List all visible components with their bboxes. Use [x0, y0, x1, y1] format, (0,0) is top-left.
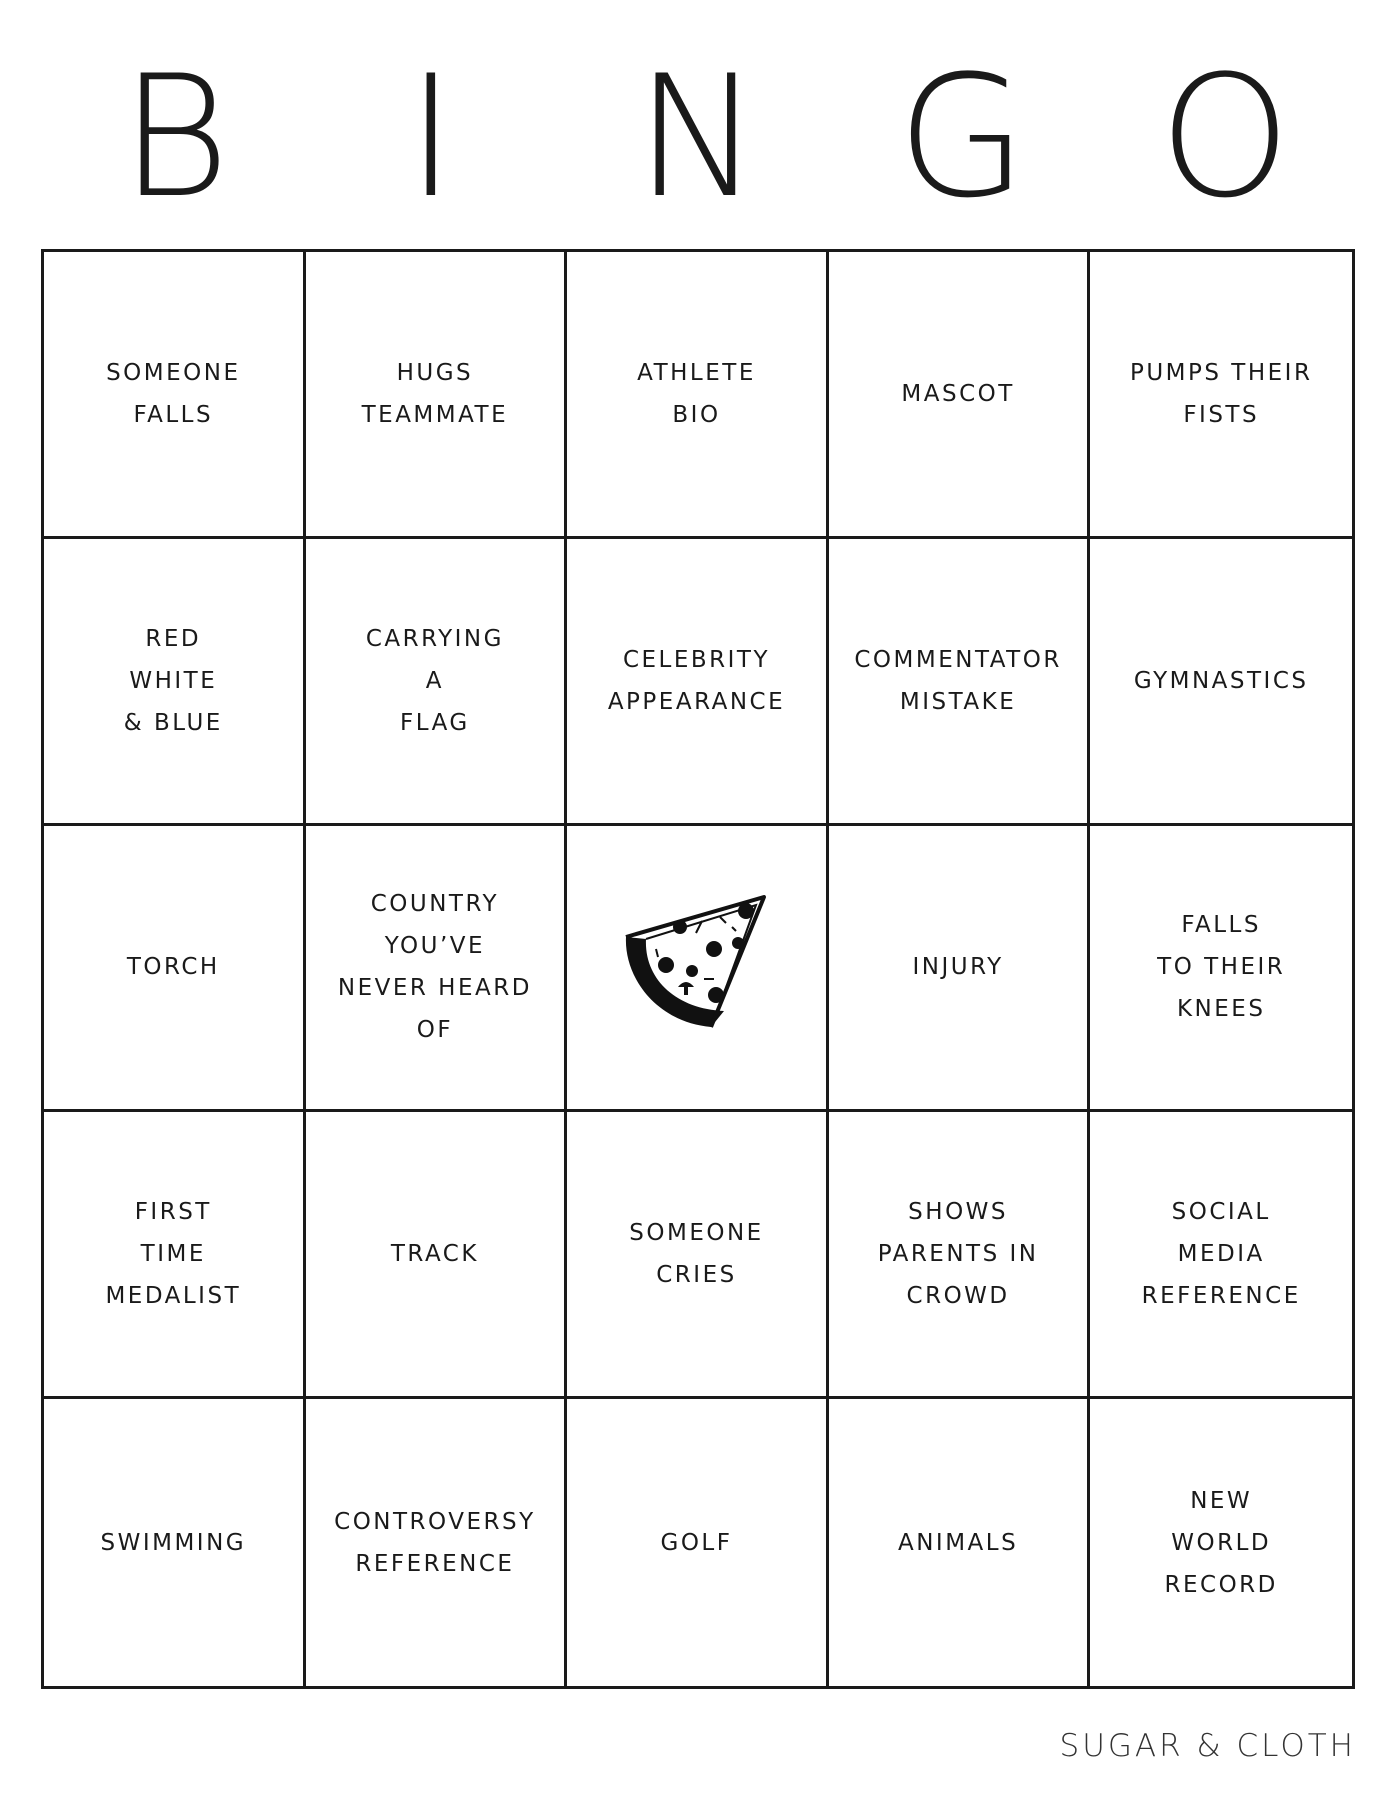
cell-label: SWIMMING [100, 1529, 247, 1556]
bingo-cell [44, 252, 306, 539]
bingo-cell [44, 826, 306, 1113]
cell-label: CARRYING A FLAG [365, 625, 504, 736]
cell-label: TORCH [126, 954, 220, 981]
bingo-cell [829, 1399, 1091, 1686]
bingo-cell [306, 539, 568, 826]
bingo-cell [306, 1399, 568, 1686]
cell-label: COMMENTATOR MISTAKE [854, 646, 1062, 715]
bingo-cell [1090, 1112, 1352, 1399]
bingo-cell [829, 252, 1091, 539]
bingo-cell [306, 1112, 568, 1399]
bingo-cell [44, 1112, 306, 1399]
cell-label: INJURY [912, 954, 1004, 981]
free-space-cell [567, 826, 829, 1113]
cell-label: NEW WORLD RECORD [1164, 1487, 1278, 1598]
cell-label: FIRST TIME MEDALIST [105, 1199, 242, 1310]
cell-label: RED WHITE & BLUE [123, 625, 223, 736]
bingo-cell [1090, 826, 1352, 1113]
cell-label: SOMEONE FALLS [106, 359, 241, 428]
bingo-cell [44, 1399, 306, 1686]
bingo-cell [306, 252, 568, 539]
cell-label: TRACK [390, 1241, 479, 1268]
bingo-cell [829, 1112, 1091, 1399]
cell-label: FALLS TO THEIR KNEES [1157, 912, 1286, 1023]
cell-label: HUGS TEAMMATE [361, 359, 509, 428]
cell-label: GOLF [660, 1529, 733, 1556]
cell-label: GYMNASTICS [1133, 667, 1309, 694]
cell-label: ANIMALS [897, 1529, 1019, 1556]
pizza-slice-icon [616, 887, 776, 1047]
cell-label: PUMPS THEIR FISTS [1129, 359, 1313, 428]
bingo-cell [829, 826, 1091, 1113]
cell-label: CELEBRITY APPEARANCE [607, 646, 786, 715]
bingo-cell [306, 826, 568, 1113]
bingo-title [0, 39, 1400, 235]
bingo-board [41, 249, 1355, 1689]
cell-label: SHOWS PARENTS IN CROWD [877, 1199, 1039, 1310]
bingo-cell [829, 539, 1091, 826]
title-letter-o: O [1158, 39, 1292, 235]
bingo-cell [567, 539, 829, 826]
bingo-cell [567, 1399, 829, 1686]
cell-label: MASCOT [901, 380, 1015, 407]
cell-label: SOMEONE CRIES [629, 1220, 764, 1289]
cell-label: COUNTRY YOU’VE NEVER HEARD OF [337, 891, 532, 1044]
title-letter-i: I [406, 39, 456, 235]
bingo-cell [1090, 1399, 1352, 1686]
bingo-cell [1090, 252, 1352, 539]
title-letter-b: B [119, 39, 230, 235]
bingo-cell [44, 539, 306, 826]
bingo-cell [1090, 539, 1352, 826]
bingo-cell [567, 252, 829, 539]
title-letter-n: N [635, 39, 761, 235]
bingo-cell [567, 1112, 829, 1399]
cell-label: SOCIAL MEDIA REFERENCE [1141, 1199, 1301, 1310]
cell-label: ATHLETE BIO [637, 359, 756, 428]
title-letter-g: G [896, 39, 1028, 235]
brand-footer: SUGAR & CLOTH [1059, 1728, 1356, 1764]
cell-label: CONTROVERSY REFERENCE [334, 1508, 536, 1577]
